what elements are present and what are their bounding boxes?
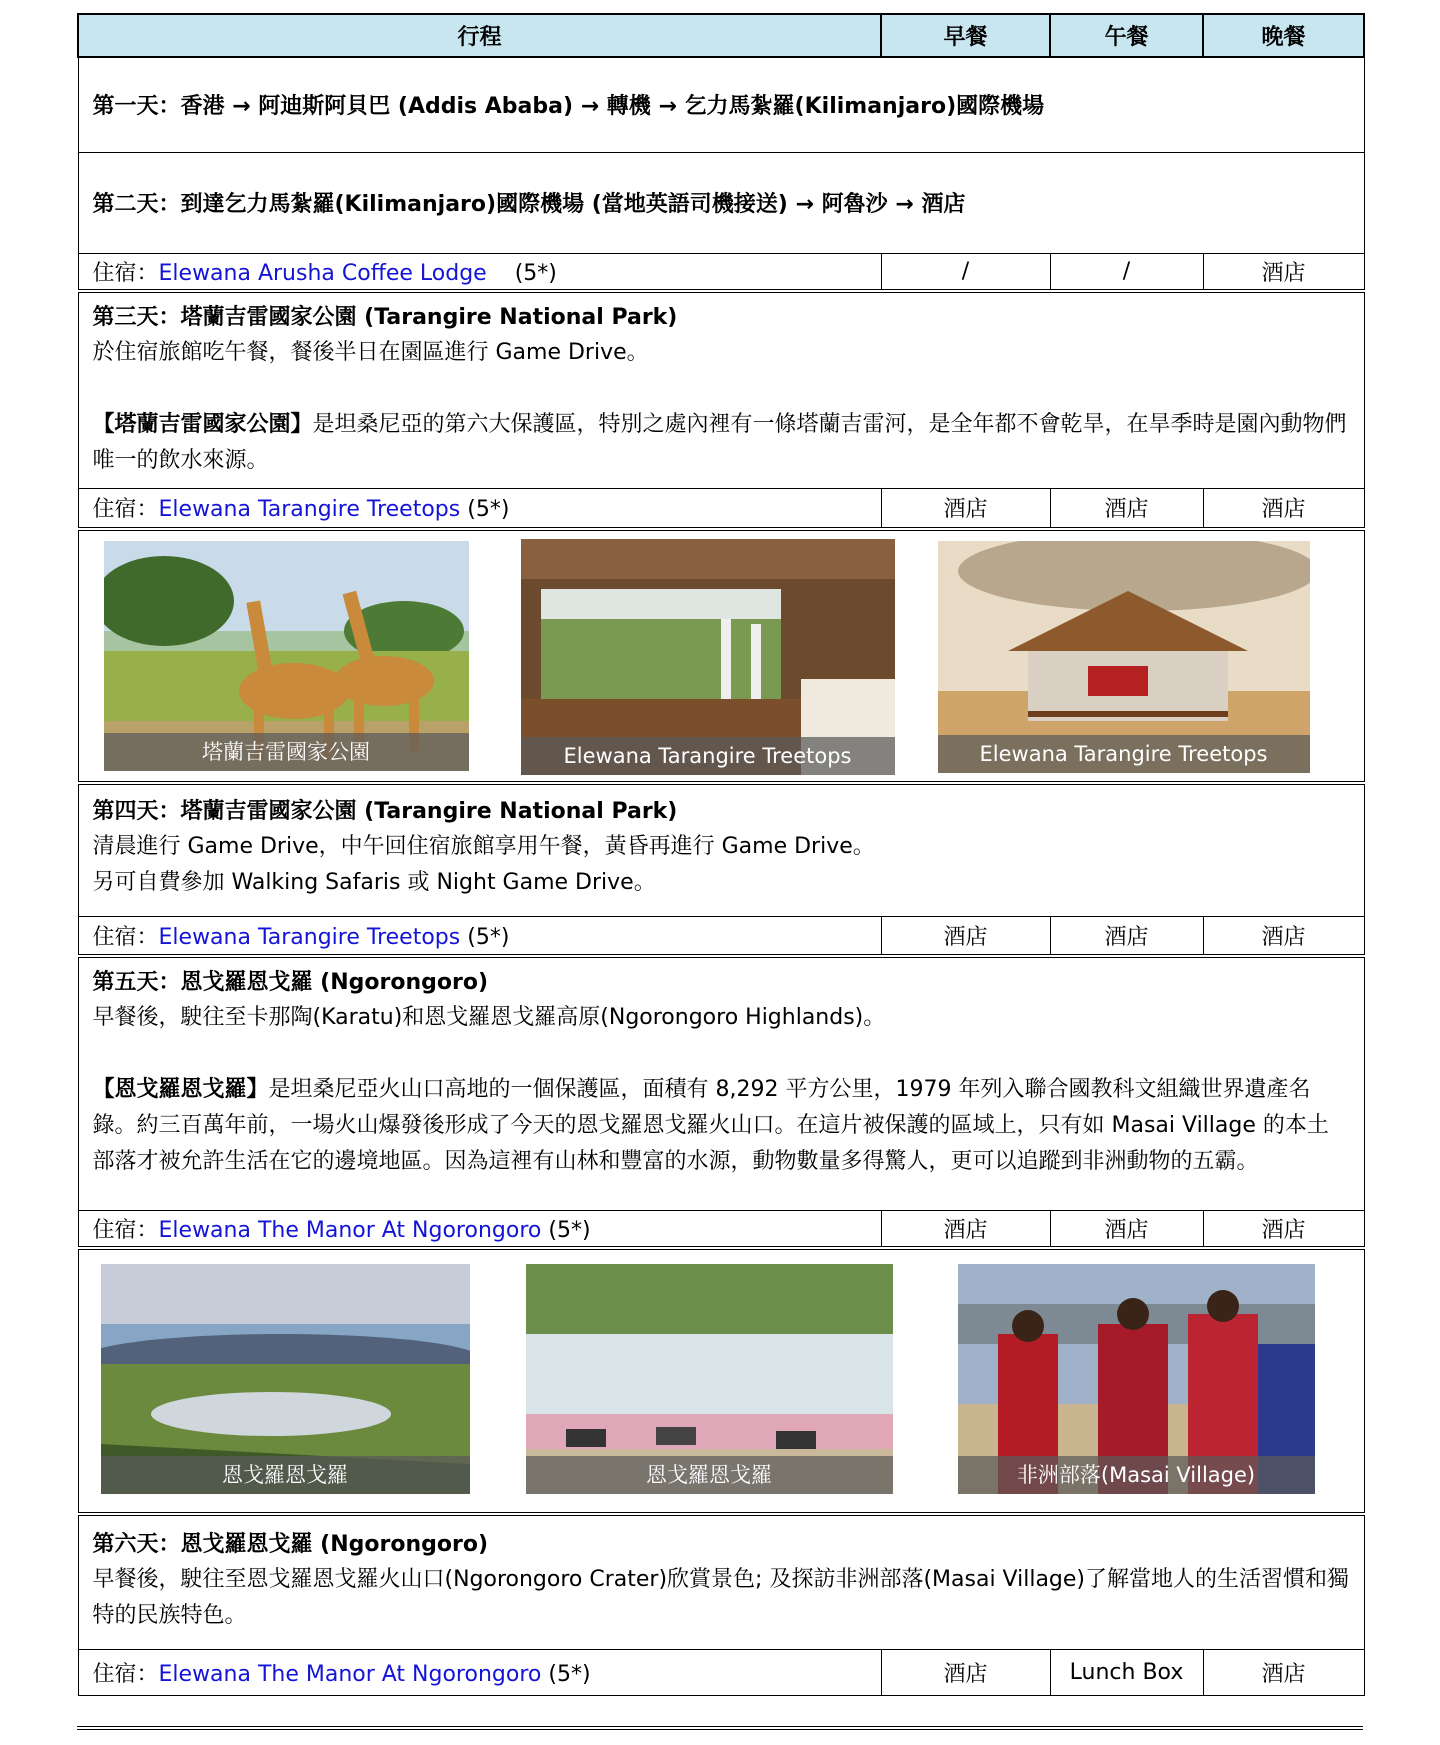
header-itinerary: 行程 (78, 14, 881, 57)
day1-row (78, 57, 1364, 152)
crater-photo (101, 1264, 470, 1494)
day3-breakfast: 酒店 (881, 488, 1050, 529)
day5-title: 第五天：恩戈羅恩戈羅 (Ngorongoro) (92, 970, 488, 995)
day6-cell (78, 1514, 1364, 1649)
day5-note-heading: 【恩戈羅恩戈羅】 (92, 1077, 269, 1102)
stay-label: 住宿： (92, 497, 159, 523)
photo-row-2 (78, 1248, 1364, 1514)
day5-note-text: 是坦桑尼亞火山口高地的一個保護區，面積有 8,292 平方公里，1979 年列入聯合國教科文組織世界遺產名錄。約三百萬年前，一場火山爆發後形成了今天的恩戈羅恩戈羅火山口。在這片被保護的區域上，只有如 Masai Village 的本土部落才被允許生活在它的邊境地區。因為這裡有山林和豐富的水源，動物數量多得驚人，更可以追蹤到非洲動物的五霸。 (92, 1077, 1329, 1174)
photo-row-1 (78, 529, 1364, 783)
day3-cell (78, 291, 1364, 488)
photo-caption: Elewana Tarangire Treetops (521, 737, 895, 775)
day4-hotel-link[interactable]: Elewana Tarangire Treetops (158, 924, 461, 950)
photo-caption: 恩戈羅恩戈羅 (526, 1456, 893, 1494)
day6-stay (78, 1649, 881, 1695)
day2-stay-row (78, 253, 1364, 291)
day2-stay (78, 253, 881, 291)
day4-stay-row (78, 916, 1364, 956)
day6-lunch: Lunch Box (1050, 1649, 1203, 1695)
day5-note (93, 1072, 1350, 1180)
treehouse-deck-photo (521, 539, 895, 775)
day3-stay-row (78, 488, 1364, 529)
day6-dinner: 酒店 (1203, 1649, 1364, 1695)
day3-line1: 於住宿旅館吃午餐，餐後半日在園區進行 Game Drive。 (92, 340, 649, 365)
hotel-stars: (5*) (548, 1217, 591, 1243)
day2-hotel-link[interactable]: Elewana Arusha Coffee Lodge (158, 260, 487, 286)
header-dinner: 晚餐 (1203, 14, 1364, 57)
stay-label: 住宿： (92, 1661, 159, 1687)
day4-breakfast: 酒店 (881, 916, 1050, 956)
day2-dinner: 酒店 (1203, 253, 1364, 291)
masai-photo (958, 1264, 1315, 1494)
photo-cell-2 (78, 1248, 1364, 1514)
day2-row (78, 152, 1364, 253)
itinerary-table (77, 13, 1365, 1696)
flamingo-lake-photo (526, 1264, 893, 1494)
day5-hotel-link[interactable]: Elewana The Manor At Ngorongoro (158, 1217, 542, 1243)
photo-caption: 恩戈羅恩戈羅 (101, 1456, 470, 1494)
hotel-stars: (5*) (467, 924, 510, 950)
day6-row (78, 1514, 1364, 1649)
day5-stay-row (78, 1210, 1364, 1248)
hotel-stars: (5*) (514, 260, 557, 286)
day5-dinner: 酒店 (1203, 1210, 1364, 1248)
day3-note (93, 407, 1350, 479)
day5-stay (78, 1210, 881, 1248)
photo-caption: 非洲部落(Masai Village) (958, 1456, 1315, 1494)
bottom-divider (77, 1726, 1363, 1730)
day1-title: 第一天：香港 → 阿迪斯阿貝巴 (Addis Ababa) → 轉機 → 乞力馬紮羅(Kilimanjaro)國際機場 (78, 57, 1364, 152)
day4-lunch: 酒店 (1050, 916, 1203, 956)
day5-lunch: 酒店 (1050, 1210, 1203, 1248)
stay-label: 住宿： (92, 924, 159, 950)
day6-title: 第六天：恩戈羅恩戈羅 (Ngorongoro) (92, 1532, 488, 1557)
day3-hotel-link[interactable]: Elewana Tarangire Treetops (158, 497, 461, 523)
hotel-stars: (5*) (548, 1661, 591, 1687)
day2-lunch: / (1050, 253, 1203, 291)
day5-cell (78, 956, 1364, 1210)
hotel-stars: (5*) (467, 497, 510, 523)
day5-breakfast: 酒店 (881, 1210, 1050, 1248)
day6-stay-row (78, 1649, 1364, 1695)
day5-line1: 早餐後，駛往至卡那陶(Karatu)和恩戈羅恩戈羅高原(Ngorongoro Highlands)。 (92, 1005, 886, 1030)
day6-line1: 早餐後，駛往至恩戈羅恩戈羅火山口(Ngorongoro Crater)欣賞景色; 及探訪非洲部落(Masai Village)了解當地人的生活習慣和獨特的民族特色。 (92, 1567, 1350, 1628)
day4-line1: 清晨進行 Game Drive，中午回住宿旅館享用午餐，黃昏再進行 Game Drive。 (92, 834, 875, 859)
day2-breakfast: / (881, 253, 1050, 291)
day4-row (78, 783, 1364, 916)
day4-stay (78, 916, 881, 956)
photo-caption: 塔蘭吉雷國家公園 (104, 733, 469, 771)
day3-stay (78, 488, 881, 529)
day3-lunch: 酒店 (1050, 488, 1203, 529)
stay-label: 住宿： (92, 260, 159, 286)
day2-title: 第二天：到達乞力馬紮羅(Kilimanjaro)國際機場 (當地英語司機接送) → 阿魯沙 → 酒店 (78, 152, 1364, 253)
header-row (78, 14, 1364, 57)
day6-hotel-link[interactable]: Elewana The Manor At Ngorongoro (158, 1661, 542, 1687)
day3-title: 第三天：塔蘭吉雷國家公園 (Tarangire National Park) (92, 305, 678, 330)
day6-breakfast: 酒店 (881, 1649, 1050, 1695)
day3-dinner: 酒店 (1203, 488, 1364, 529)
header-lunch: 午餐 (1050, 14, 1203, 57)
day4-line2: 另可自費參加 Walking Safaris 或 Night Game Drive。 (92, 870, 656, 895)
day3-note-heading: 【塔蘭吉雷國家公園】 (92, 412, 313, 437)
photo-cell-1 (78, 529, 1364, 783)
stay-label: 住宿： (92, 1217, 159, 1243)
day4-title: 第四天：塔蘭吉雷國家公園 (Tarangire National Park) (92, 799, 678, 824)
day3-row (78, 291, 1364, 488)
baobab-lodge-photo (938, 541, 1310, 773)
giraffe-photo (104, 541, 469, 771)
header-breakfast: 早餐 (881, 14, 1050, 57)
day5-row (78, 956, 1364, 1210)
photo-caption: Elewana Tarangire Treetops (938, 735, 1310, 773)
day3-note-text: 是坦桑尼亞的第六大保護區，特別之處內裡有一條塔蘭吉雷河，是全年都不會乾旱，在旱季時是園內動物們唯一的飲水來源。 (92, 412, 1347, 473)
day4-cell (78, 783, 1364, 916)
day4-dinner: 酒店 (1203, 916, 1364, 956)
